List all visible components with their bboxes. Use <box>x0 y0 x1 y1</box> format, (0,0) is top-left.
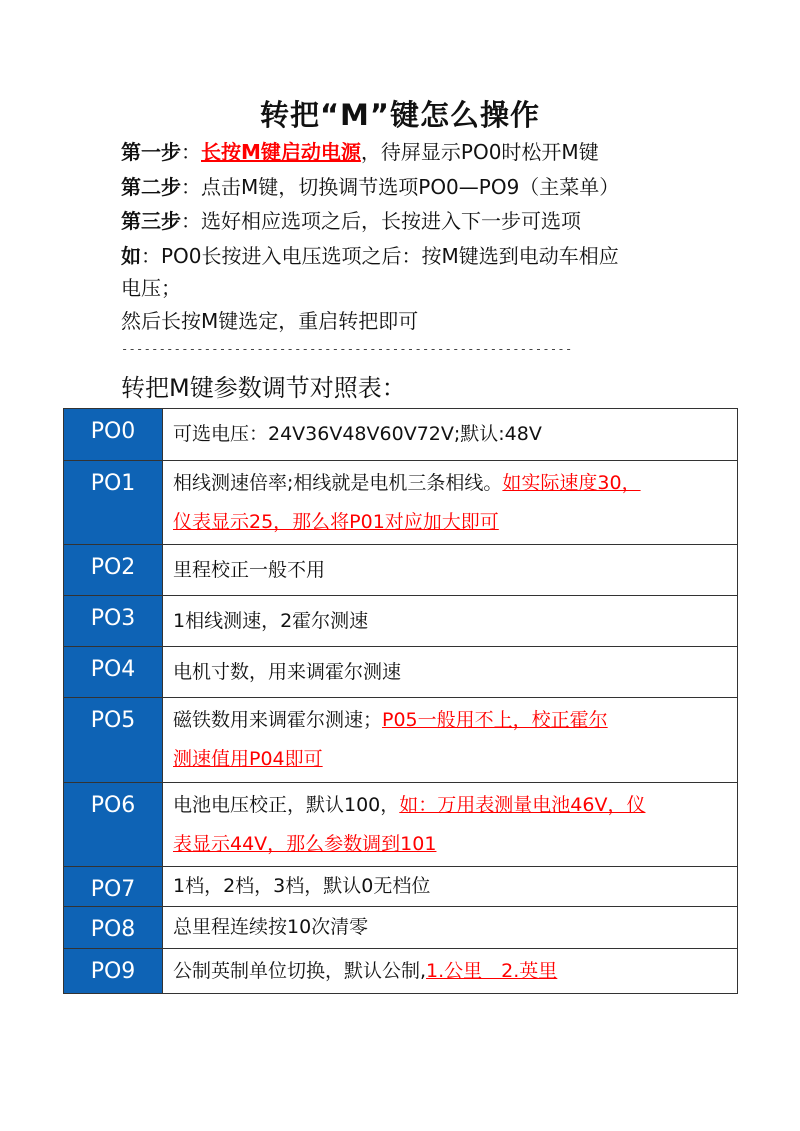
param-code: PO8 <box>64 907 163 949</box>
step-1-highlight: 长按M键启动电源 <box>201 140 361 164</box>
step-3-text: 选好相应选项之后，长按进入下一步可选项 <box>201 209 581 233</box>
param-code: PO9 <box>64 949 163 994</box>
step-3 <box>121 205 581 234</box>
example-text: PO0长按进入电压选项之后：按M键选到电动车相应 <box>161 244 619 268</box>
table-title: 转把M键参数调节对照表： <box>121 374 406 402</box>
example-line <box>121 240 619 269</box>
table-row <box>64 545 738 596</box>
param-desc <box>163 907 738 949</box>
param-desc <box>163 698 738 783</box>
param-desc <box>163 867 738 907</box>
param-desc <box>163 647 738 698</box>
param-desc-note-cont: 测速值用P04即可 <box>173 748 323 770</box>
page-title: 转把“M”键怎么操作 <box>260 98 540 132</box>
table-row <box>64 949 738 994</box>
table-row <box>64 461 738 545</box>
step-1-sep: ： <box>181 140 201 164</box>
param-desc-text: 可选电压：24V36V48V60V72V;默认:48V <box>173 423 542 445</box>
step-2-label: 第二步 <box>121 175 181 199</box>
step-3-sep: ： <box>181 209 201 233</box>
step-1-label: 第一步 <box>121 140 181 164</box>
table-row <box>64 596 738 647</box>
param-desc-text: 磁铁数用来调霍尔测速； <box>173 709 383 731</box>
param-desc-note: 1.公里 2.英里 <box>426 959 558 982</box>
table-row <box>64 698 738 783</box>
param-desc-note: 如实际速度30， <box>502 471 641 494</box>
param-desc-text: 电机寸数，用来调霍尔测速 <box>173 660 402 683</box>
param-desc-text: 电池电压校正，默认100， <box>173 793 400 816</box>
param-desc-text: 1档，2档，3档，默认0无档位 <box>173 875 431 897</box>
param-desc-text: 总里程连续按10次清零 <box>173 916 369 938</box>
table-row <box>64 907 738 949</box>
parameter-table <box>63 408 738 994</box>
param-desc-text: 公制英制单位切换，默认公制, <box>173 959 427 982</box>
param-code: PO7 <box>64 867 163 907</box>
param-desc-note-cont: 仪表显示25，那么将P01对应加大即可 <box>173 510 499 533</box>
param-desc-note: 如：万用表测量电池46V，仪 <box>399 793 646 816</box>
table-row <box>64 783 738 867</box>
param-desc <box>163 409 738 461</box>
step-2-text: 点击M键，切换调节选项PO0—PO9（主菜单） <box>201 175 620 199</box>
param-desc-text: 1相线测速，2霍尔测速 <box>173 609 369 632</box>
param-desc <box>163 461 738 545</box>
param-desc-text: 相线测速倍率;相线就是电机三条相线。 <box>173 471 503 494</box>
final-step: 然后长按M键选定，重启转把即可 <box>121 309 419 333</box>
param-code: PO1 <box>64 461 163 545</box>
dashed-divider: ------------------------------------------------------------ <box>121 342 573 356</box>
step-1-text: ，待屏显示PO0时松开M键 <box>360 140 599 164</box>
param-code: PO6 <box>64 783 163 867</box>
step-2-sep: ： <box>181 175 201 199</box>
example-sep: ： <box>141 244 161 268</box>
example-label: 如 <box>121 244 141 268</box>
param-desc <box>163 545 738 596</box>
step-1 <box>121 136 599 165</box>
table-row <box>64 867 738 907</box>
step-2 <box>121 171 619 200</box>
param-code: PO3 <box>64 596 163 647</box>
param-desc <box>163 949 738 994</box>
example-line-cont: 电压； <box>121 276 181 300</box>
param-desc-text: 里程校正一般不用 <box>173 558 326 581</box>
param-desc <box>163 783 738 867</box>
param-code: PO0 <box>64 409 163 461</box>
param-code: PO4 <box>64 647 163 698</box>
param-desc-note: P05一般用不上，校正霍尔 <box>382 709 608 731</box>
table-row <box>64 647 738 698</box>
param-desc <box>163 596 738 647</box>
param-code: PO2 <box>64 545 163 596</box>
param-desc-note-cont: 表显示44V，那么参数调到101 <box>173 832 437 855</box>
table-row <box>64 409 738 461</box>
step-3-label: 第三步 <box>121 209 181 233</box>
param-code: PO5 <box>64 698 163 783</box>
